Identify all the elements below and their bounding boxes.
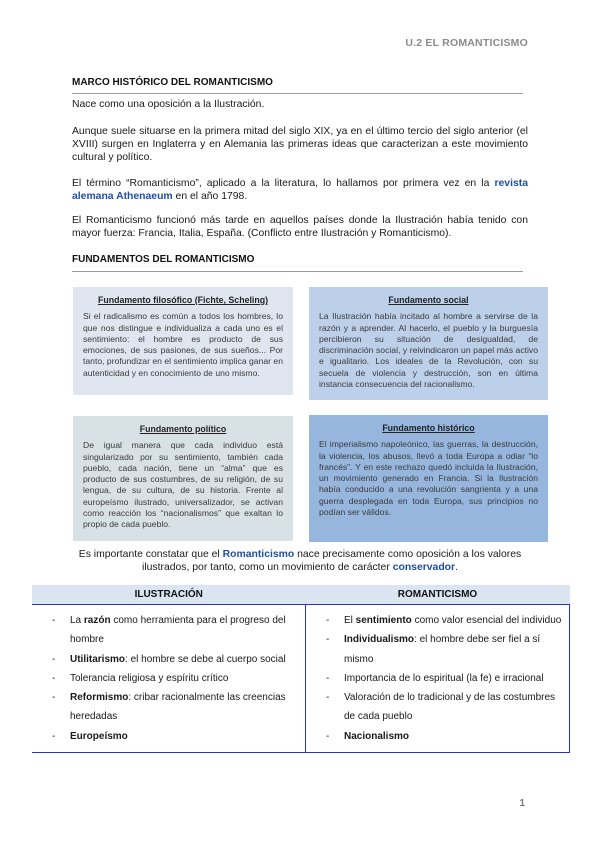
box-text: Si el radicalismo es común a todos los hombres, lo que nos distingue e individualiza a cada uno es el sentimiento: el hombre es producto de sus emociones, de sus pasiones, de sus sueños... Por tanto, profundizar en el sentimiento implica ganar en autenticidad y en conocimiento de uno mismo. bbox=[83, 311, 283, 378]
paragraph-term-text-b: en el año 1798. bbox=[172, 191, 248, 202]
heading-underline bbox=[72, 93, 523, 94]
paragraph-term bbox=[72, 177, 528, 203]
item-bold: sentimiento bbox=[355, 615, 412, 626]
political-foundation-box bbox=[73, 416, 293, 541]
item-rest: : el hombre se debe al cuerpo social bbox=[125, 653, 286, 665]
section-heading-historical-framework: MARCO HISTÓRICO DEL ROMANTICISMO bbox=[72, 77, 273, 88]
page-number: 1 bbox=[519, 798, 525, 809]
item-rest: Importancia de lo espiritual (la fe) e irracional bbox=[344, 672, 544, 684]
item-rest: Tolerancia religiosa y espíritu crítico bbox=[70, 672, 229, 684]
list-item bbox=[36, 727, 301, 746]
column-header-illustration: ILUSTRACIÓN bbox=[32, 585, 306, 605]
box-title: Fundamento histórico bbox=[382, 423, 475, 433]
box-title: Fundamento social bbox=[388, 295, 469, 305]
item-rest: como valor esencial del individuo bbox=[411, 615, 562, 626]
box-text: La Ilustración había incitado al hombre a servirse de la razón y a aprender. Al hacerlo, el pueblo y la burguesía percibieron su situación de desigualdad, de discriminación social, y reivindicaron un papel más activo e igualitario. Los ideales de la Revolución, con su secuela de violencia y destrucción, son en última instancia consecuencia del racionalismo. bbox=[319, 311, 538, 390]
box-text: De igual manera que cada individuo está singularizado por su sentimiento, también cada pueblo, cada nación, tiene un “alma” que es producto de sus costumbres, de su religión, de su lengua, de su cultura, de su historia. Frente al europeísmo ilustrado, universalizador, se activan como reacción los “nacionalismos” que exaltan lo propio de cada pueblo. bbox=[83, 440, 283, 530]
item-rest: como herramienta para el progreso del hombre bbox=[70, 615, 286, 646]
list-item bbox=[310, 727, 565, 746]
paragraph-origin: Nace como una oposición a la Ilustración. bbox=[72, 99, 265, 110]
document-header-title: U.2 EL ROMANTICISMO bbox=[405, 37, 528, 49]
note-text-c: nace precisamente como oposición a los valores ilustrados, por tanto, como un movimiento de carácter bbox=[142, 549, 522, 573]
item-bold: Reformismo bbox=[70, 692, 129, 704]
social-foundation-box bbox=[309, 287, 548, 400]
list-item bbox=[310, 611, 565, 630]
romanticism-column bbox=[306, 605, 570, 753]
item-bold: Individualismo bbox=[344, 634, 415, 646]
historical-foundation-box bbox=[309, 415, 548, 542]
item-bold: Europeísmo bbox=[70, 730, 128, 742]
item-rest: : el hombre debe ser fiel a sí mismo bbox=[344, 634, 541, 665]
note-text-e: . bbox=[455, 562, 458, 573]
paragraph-countries: El Romanticismo funcionó más tarde en aquellos países donde la Ilustración había tenido con mayor fuerza: Francia, Italia, España. (Conflicto entre Ilustración y Romanticismo). bbox=[72, 215, 528, 239]
item-rest: : cribar racionalmente las creencias heredadas bbox=[70, 692, 286, 723]
paragraph-term-text-a: El término “Romanticismo”, aplicado a la literatura, lo hallamos por primera vez en la bbox=[72, 178, 495, 189]
item-lead: El bbox=[344, 615, 356, 626]
conservative-highlight: conservador bbox=[392, 562, 456, 573]
conservative-note bbox=[72, 548, 528, 574]
athenaeum-highlight: revista alemana Athenaeum bbox=[72, 178, 528, 202]
comparison-table bbox=[32, 585, 570, 753]
illustration-column bbox=[32, 605, 306, 753]
section-heading-foundations: FUNDAMENTOS DEL ROMANTICISMO bbox=[72, 254, 255, 265]
item-bold: Nacionalismo bbox=[344, 730, 410, 742]
list-item bbox=[310, 630, 565, 669]
list-item bbox=[310, 669, 565, 688]
item-rest: Valoración de lo tradicional y de las costumbres de cada pueblo bbox=[344, 692, 556, 723]
item-lead: La bbox=[70, 615, 84, 626]
list-item bbox=[310, 688, 565, 727]
list-item bbox=[36, 669, 301, 688]
list-item bbox=[36, 650, 301, 669]
column-header-romanticism: ROMANTICISMO bbox=[306, 585, 570, 605]
paragraph-dating: Aunque suele situarse en la primera mitad del siglo XIX, ya en el último tercio del siglo anterior (el XVIII) surgen en Inglaterra y en Alemania las primeras ideas que caracterizan a este movimiento cultural y político. bbox=[72, 126, 528, 163]
note-text-a: Es importante constatar que el bbox=[78, 549, 223, 560]
box-title: Fundamento político bbox=[139, 424, 227, 434]
item-bold: razón bbox=[83, 615, 111, 626]
philosophical-foundation-box bbox=[73, 287, 293, 395]
box-text: El imperialismo napoleónico, las guerras, la destrucción, la violencia, los abusos, llevó a toda Europa a odiar “lo francés”. Y en este rechazo quedó incluida la Ilustración, un movimiento generado en Francia. Si la Ilustración había conducido a una revolución sangrienta y a una guerra desplegada en toda Europa, sus principios no podían ser válidos. bbox=[319, 439, 538, 518]
heading-underline bbox=[72, 271, 523, 272]
list-item bbox=[36, 611, 301, 650]
list-item bbox=[36, 688, 301, 727]
box-title: Fundamento filosófico (Fichte, Scheling) bbox=[97, 295, 269, 305]
romanticism-highlight: Romanticismo bbox=[222, 549, 295, 560]
item-bold: Utilitarismo bbox=[70, 653, 126, 665]
